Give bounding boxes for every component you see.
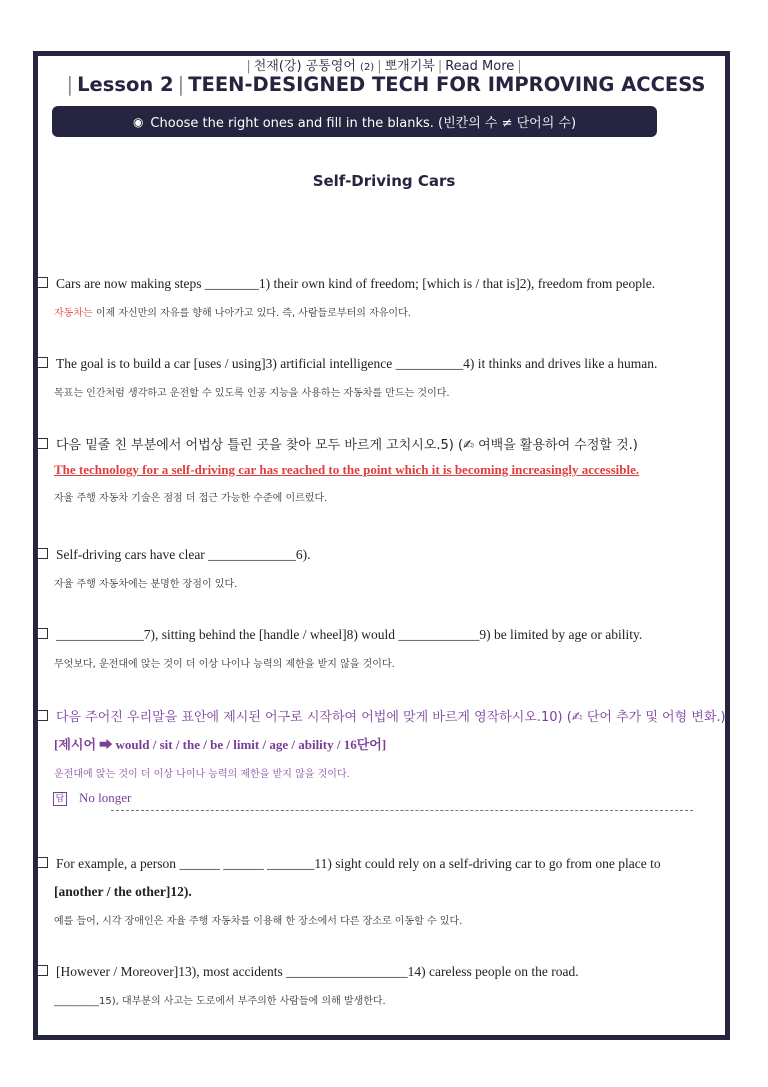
section-title: Self-Driving Cars <box>312 172 456 190</box>
answer-underline <box>111 810 693 811</box>
question-text: Cars are now making steps ________1) their own kind of freedom; [which is / that is]2), freedom from people. <box>56 276 656 291</box>
translation: 운전대에 앉는 것이 더 이상 나이나 능력의 제한을 받지 않을 것이다. <box>54 769 350 780</box>
checkbox-icon[interactable] <box>37 857 48 868</box>
translation: 예를 들어, 시각 장애인은 자율 주행 자동차를 이용해 한 장소에서 다른 장소로 이동할 수 있다. <box>54 916 463 927</box>
translation: 자율 주행 자동차에는 분명한 장점이 있다. <box>54 579 238 590</box>
question-item-1 <box>37 276 667 319</box>
lesson-title: TEEN-DESIGNED TECH FOR IMPROVING ACCESS <box>188 73 706 96</box>
checkbox-icon[interactable] <box>37 548 48 559</box>
translation: _________15), 대부분의 사고는 도로에서 부주의한 사람들에 의해 발생한다. <box>54 996 386 1007</box>
hint-words: [제시어 ➡ would / sit / the / be / limit / age / ability / 16단어] <box>54 737 387 752</box>
question-text-continued: [another / the other]12). <box>54 884 192 899</box>
translation: 자동차는 이제 자신만의 자유를 향해 나아가고 있다. 즉, 사람들로부터의 자유이다. <box>54 308 411 319</box>
question-item-7 <box>37 856 667 927</box>
instruction-text: Choose the right ones and fill in the blanks. (빈칸의 수 ≠ 단어의 수) <box>150 116 577 131</box>
header-subtitle: | 천재(강) 공통영어 (2) | 뽀개기북 | Read More | <box>246 59 522 74</box>
question-text: The goal is to build a car [uses / using]3) artificial intelligence __________4) it thinks and drives like a human. <box>56 356 658 371</box>
instruction-banner <box>52 106 657 137</box>
answer-label: 답 <box>53 792 67 806</box>
question-text: Self-driving cars have clear _____________6). <box>56 547 311 562</box>
question-item-2 <box>37 356 667 399</box>
question-item-4 <box>37 547 667 590</box>
checkbox-icon[interactable] <box>37 438 48 449</box>
checkbox-icon[interactable] <box>37 710 48 721</box>
checkbox-icon[interactable] <box>37 628 48 639</box>
question-item-8 <box>37 964 667 1007</box>
bullet-icon: ◉ <box>132 114 144 129</box>
book-type: Read More <box>445 59 515 74</box>
checkbox-icon[interactable] <box>37 357 48 368</box>
answer-field[interactable] <box>53 790 693 812</box>
page-title: | Lesson 2 | TEEN-DESIGNED TECH FOR IMPROVING ACCESS <box>66 73 706 96</box>
book-name: 뽀개기북 <box>384 59 435 74</box>
question-text: [However / Moreover]13), most accidents __________________14) careless people on the road. <box>56 964 579 979</box>
question-text: 다음 주어진 우리말을 표안에 제시된 어구로 시작하여 어법에 맞게 바르게 영작하시오.10) (✍ 단어 추가 및 어형 변화.) <box>56 710 726 725</box>
question-text: For example, a person ______ ______ _______11) sight could rely on a self-driving car to go from one place to <box>56 856 661 871</box>
checkbox-icon[interactable] <box>37 277 48 288</box>
lesson-number: Lesson 2 <box>77 73 174 96</box>
translation: 무엇보다, 운전대에 앉는 것이 더 이상 나이나 능력의 제한을 받지 않을 것이다. <box>54 659 395 670</box>
checkbox-icon[interactable] <box>37 965 48 976</box>
question-item-5 <box>37 627 667 670</box>
unit-number: (2) <box>360 62 375 73</box>
publisher: 천재(강) 공통영어 <box>253 59 356 74</box>
translation-highlight: 자동차는 <box>54 308 93 319</box>
question-item-6 <box>37 706 726 780</box>
translation: 자율 주행 자동차 기술은 점점 더 접근 가능한 수준에 이르렀다. <box>54 493 328 504</box>
answer-text: No longer <box>79 790 132 805</box>
underlined-sentence: The technology for a self-driving car has reached to the point which it is becoming increasingly accessible. <box>54 462 640 477</box>
question-text: _____________7), sitting behind the [handle / wheel]8) would ____________9) be limited by age or ability. <box>56 627 643 642</box>
question-item-3 <box>37 434 667 504</box>
question-text: 다음 밑줄 친 부분에서 어법상 틀린 곳을 찾아 모두 바르게 고치시오.5) (✍ 여백을 활용하여 수정할 것.) <box>56 438 638 453</box>
translation: 목표는 인간처럼 생각하고 운전할 수 있도록 인공 지능을 사용하는 자동차를 만드는 것이다. <box>54 388 450 399</box>
